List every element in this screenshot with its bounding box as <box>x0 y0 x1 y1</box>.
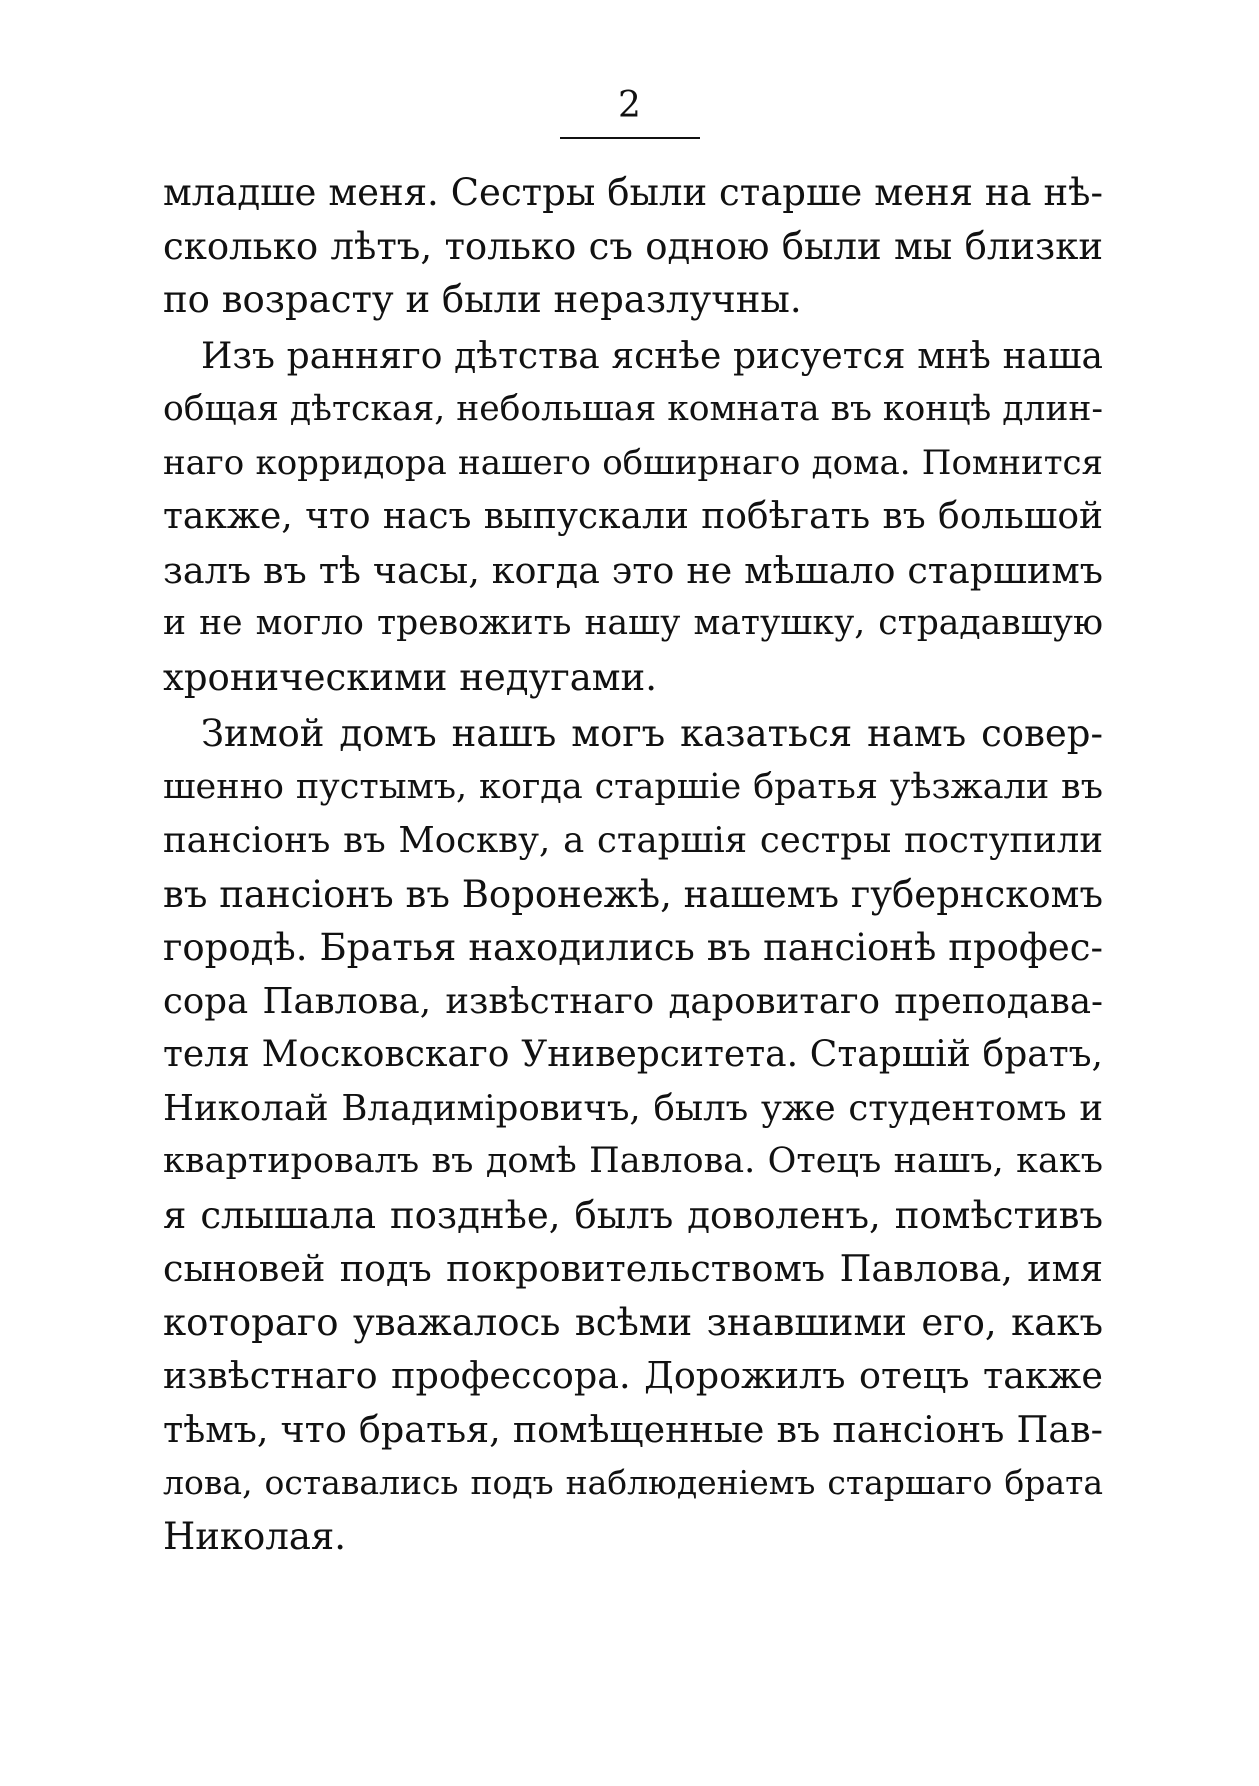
paragraph <box>163 330 1103 705</box>
text-line: сыновей подъ покровительствомъ Павлова, имя <box>163 1247 1103 1290</box>
text-line: сора Павлова, извѣстнаго даровитаго преподава- <box>163 980 1103 1022</box>
text-line: хроническими недугами. <box>163 655 657 699</box>
text-line: Николай Владиміровичъ, былъ уже студентомъ и <box>163 1087 1103 1129</box>
text-line: наго корридора нашего обширнаго дома. Помнится <box>163 442 1103 483</box>
text-line: Николая. <box>163 1514 346 1558</box>
text-line: младше меня. Сестры были старше меня на нѣ- <box>163 171 1103 214</box>
text-line: городѣ. Братья находились въ пансіонѣ профес- <box>163 926 1103 969</box>
paragraph <box>163 166 1103 327</box>
text-line: шенно пустымъ, когда старшіе братья уѣзжали въ <box>163 766 1103 807</box>
text-line: и не могло тревожить нашу матушку, страдавшую <box>163 603 1103 643</box>
text-line: тѣмъ, что братья, помѣщенные въ пансіонъ Пав- <box>163 1407 1103 1451</box>
text-line: также, что насъ выпускали побѣгать въ большой <box>163 496 1103 537</box>
text-line: въ пансіонъ въ Воронежѣ, нашемъ губернскомъ <box>163 872 1103 916</box>
page-text <box>163 166 1103 1563</box>
text-line: сколько лѣтъ, только съ одною были мы близки <box>163 224 1103 268</box>
page-number-rule <box>560 137 700 139</box>
text-line: лова, оставались подъ наблюденіемъ старшаго брата <box>163 1463 1103 1502</box>
text-line: Зимой домъ нашъ могъ казаться намъ совер- <box>201 712 1103 755</box>
page-number: 2 <box>618 85 641 126</box>
text-line: общая дѣтская, небольшая комната въ концѣ длин- <box>163 389 1104 429</box>
paragraph <box>163 707 1103 1563</box>
text-line: по возрасту и были неразлучны. <box>163 278 802 321</box>
text-line: квартировалъ въ домѣ Павлова. Отецъ нашъ, какъ <box>163 1141 1103 1181</box>
text-line: извѣстнаго профессора. Дорожилъ отецъ также <box>163 1354 1103 1397</box>
text-line: котораго уважалось всѣми знавшими его, какъ <box>163 1300 1103 1344</box>
text-line: пансіонъ въ Москву, а старшія сестры поступили <box>163 820 1103 861</box>
text-line: залъ въ тѣ часы, когда это не мѣшало старшимъ <box>163 548 1103 592</box>
text-line: теля Московскаго Университета. Старшій братъ, <box>163 1034 1103 1075</box>
text-line: Изъ ранняго дѣтства яснѣе рисуется мнѣ наша <box>201 335 1103 377</box>
text-line: я слышала позднѣе, былъ доволенъ, помѣстивъ <box>163 1193 1103 1237</box>
